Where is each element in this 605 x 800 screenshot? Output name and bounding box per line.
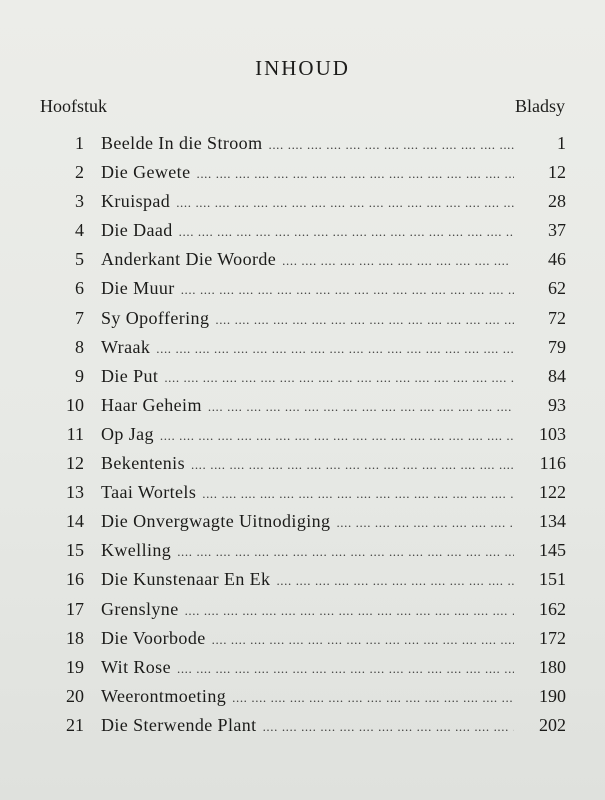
chapter-title: Wraak — [101, 336, 151, 357]
chapter-title: Beelde In die Stroom — [101, 133, 263, 153]
chapter-title: Die Gewete — [101, 162, 191, 183]
toc-entry — [44, 395, 566, 424]
chapter-title: Die Muur — [101, 278, 175, 299]
page-number: 28 — [548, 191, 566, 212]
page-number: 116 — [539, 453, 566, 474]
toc-entry — [44, 424, 566, 453]
page-number: 202 — [539, 714, 566, 735]
page-number: 134 — [539, 511, 566, 532]
chapter-title: Weerontmoeting — [101, 685, 227, 706]
chapter-title: Wit Rose — [101, 656, 171, 677]
page-number: 162 — [539, 598, 566, 619]
page-number: 172 — [539, 627, 566, 648]
chapter-number: 7 — [75, 307, 84, 328]
page-number: 12 — [548, 162, 566, 183]
toc-entry — [44, 511, 566, 540]
toc-entry — [44, 337, 566, 366]
chapter-number: 16 — [66, 569, 84, 590]
page-number: 122 — [539, 482, 566, 503]
toc-entry — [44, 366, 566, 395]
chapter-number: 19 — [66, 656, 84, 677]
chapter-number: 5 — [75, 249, 84, 270]
chapter-title: Anderkant Die Woorde — [101, 249, 277, 270]
chapter-title: Die Onvergwagte Uitnodiging — [101, 511, 331, 532]
chapter-number: 1 — [75, 133, 84, 153]
chapter-number: 21 — [66, 714, 84, 735]
page-number: 62 — [548, 278, 566, 299]
chapter-title: Die Kunstenaar En Ek — [101, 569, 271, 590]
chapter-number: 3 — [75, 191, 84, 212]
chapter-title: Die Sterwende Plant — [101, 714, 257, 735]
chapter-title: Die Daad — [101, 220, 173, 241]
chapter-number: 9 — [75, 365, 84, 386]
chapter-number: 13 — [66, 482, 84, 503]
page-number: 145 — [539, 540, 566, 561]
chapter-number: 18 — [66, 627, 84, 648]
page-column-header: Bladsy — [514, 96, 565, 116]
chapter-number: 15 — [66, 540, 84, 561]
toc-entry — [44, 657, 566, 686]
toc-entry — [44, 133, 566, 162]
chapter-title: Die Put — [101, 365, 159, 386]
chapter-title: Kwelling — [101, 540, 172, 561]
chapter-number: 14 — [66, 511, 84, 532]
chapter-title: Die Voorbode — [101, 627, 206, 648]
toc-entry — [44, 278, 566, 307]
chapter-number: 11 — [66, 423, 84, 444]
page-number: 190 — [539, 685, 566, 706]
toc-entry — [44, 249, 566, 278]
toc-entry — [44, 482, 566, 511]
page-number: 37 — [548, 220, 566, 241]
chapter-number: 2 — [75, 162, 84, 183]
page-title: INHOUD — [255, 56, 350, 80]
toc-entry — [44, 686, 566, 715]
toc-entry — [44, 453, 566, 482]
page-number: 103 — [539, 423, 566, 444]
toc-entry — [44, 540, 566, 569]
toc-entry — [44, 715, 566, 744]
page-number: 151 — [539, 569, 566, 590]
chapter-column-header: Hoofstuk — [40, 96, 107, 116]
page-number: 84 — [548, 365, 566, 386]
table-of-contents — [44, 133, 566, 744]
chapter-number: 8 — [75, 336, 84, 357]
page-number: 180 — [539, 656, 566, 677]
chapter-number: 12 — [66, 453, 84, 474]
chapter-title: Kruispad — [101, 191, 171, 212]
toc-entry — [44, 599, 566, 628]
chapter-title: Sy Opoffering — [101, 307, 210, 328]
chapter-number: 17 — [66, 598, 84, 619]
toc-entry — [44, 191, 566, 220]
page-number: 1 — [557, 133, 566, 153]
chapter-title: Haar Geheim — [101, 394, 202, 415]
page-number: 93 — [548, 394, 566, 415]
page-number: 46 — [548, 249, 566, 270]
chapter-title: Taai Wortels — [101, 482, 197, 503]
page-number: 79 — [548, 336, 566, 357]
toc-entry — [44, 308, 566, 337]
toc-entry — [44, 569, 566, 598]
chapter-number: 20 — [66, 685, 84, 706]
toc-entry — [44, 628, 566, 657]
toc-entry — [44, 220, 566, 249]
chapter-title: Grenslyne — [101, 598, 179, 619]
chapter-title: Op Jag — [101, 423, 154, 444]
page-number: 72 — [548, 307, 566, 328]
chapter-number: 10 — [66, 394, 84, 415]
chapter-title: Bekentenis — [101, 453, 185, 474]
toc-entry — [44, 162, 566, 191]
chapter-number: 6 — [75, 278, 84, 299]
chapter-number: 4 — [75, 220, 84, 241]
